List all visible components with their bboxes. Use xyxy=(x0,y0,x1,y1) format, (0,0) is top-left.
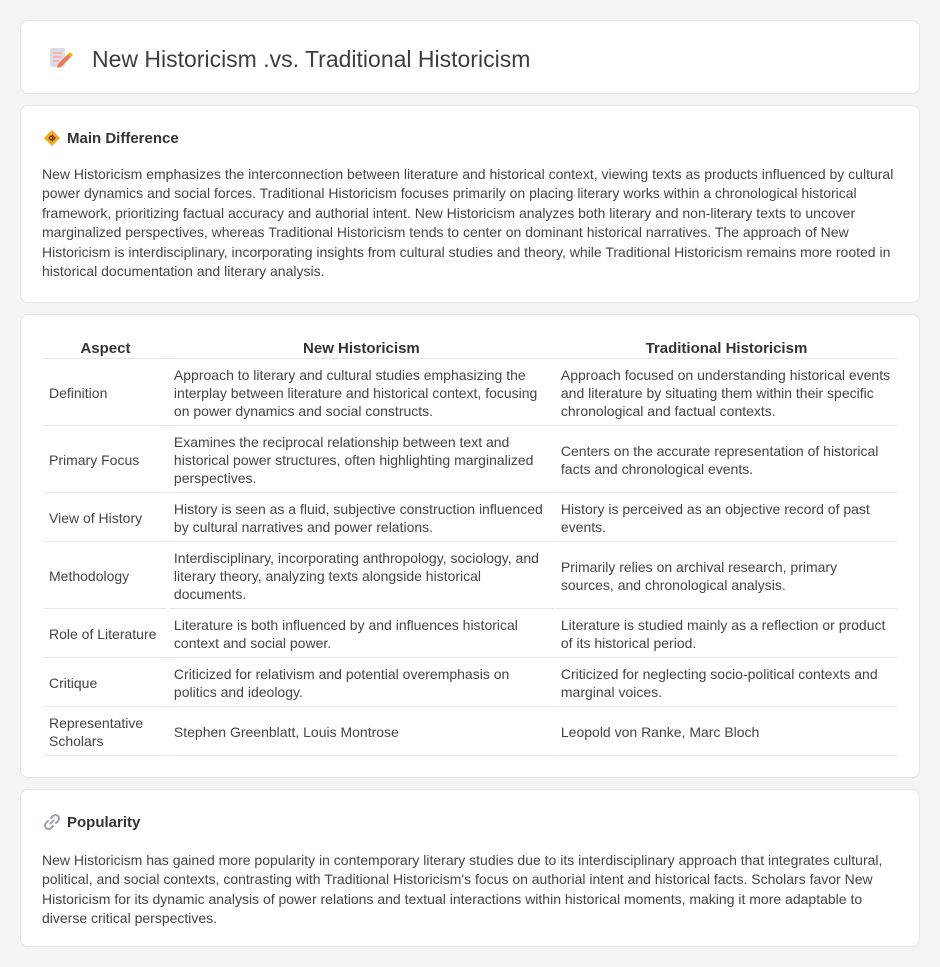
main-difference-card xyxy=(20,105,920,303)
row-new: Examines the reciprocal relationship between text and historical power structures, often highlighting marginalized perspectives. xyxy=(169,428,554,493)
table-row xyxy=(44,660,897,707)
row-new: Criticized for relativism and potential overemphasis on politics and ideology. xyxy=(169,660,554,707)
header-card xyxy=(20,20,920,94)
row-traditional: Literature is studied mainly as a reflection or product of its historical period. xyxy=(556,611,897,658)
row-traditional: Centers on the accurate representation of historical facts and chronological events. xyxy=(556,428,897,493)
row-aspect: Representative Scholars xyxy=(44,709,167,756)
table-row xyxy=(44,428,897,493)
row-new: Interdisciplinary, incorporating anthropology, sociology, and literary theory, analyzing texts alongside historical documents. xyxy=(169,544,554,609)
row-aspect: Primary Focus xyxy=(44,428,167,493)
popularity-text: New Historicism has gained more popularity in contemporary literary studies due to its interdisciplinary approach that integrates cultural, political, and social contexts, contrasting with Traditional Historicism's focus on authorial intent and historical facts. Scholars favor New Historicism for its dynamic analysis of power relations and textual interactions within historical moments, making it more adaptable to diverse critical perspectives. xyxy=(42,852,883,927)
row-traditional: Approach focused on understanding historical events and literature by situating them within their specific chronological and factual contexts. xyxy=(556,361,897,426)
header-traditional-historicism: Traditional Historicism xyxy=(556,339,897,359)
row-aspect: Critique xyxy=(44,660,167,707)
table-row xyxy=(44,495,897,542)
main-difference-heading xyxy=(43,128,179,148)
main-difference-text: New Historicism emphasizes the interconnection between literature and historical context, viewing texts as products influenced by cultural power dynamics and social forces. Traditional Historicism focuses primarily on placing literary works within a chronological historical framework, prioritizing factual accuracy and authorial intent. New Historicism analyzes both literary and non-literary texts to uncover marginalized perspectives, whereas Traditional Historicism tends to center on dominant historical narratives. The approach of New Historicism is interdisciplinary, incorporating insights from cultural studies and theory, while Traditional Historicism remains more rooted in historical documentation and literary analysis. xyxy=(42,166,894,280)
row-aspect: View of History xyxy=(44,495,167,542)
link-icon xyxy=(43,813,61,831)
comparison-card xyxy=(20,314,920,778)
table-header-row xyxy=(44,339,897,359)
main-difference-title: Main Difference xyxy=(67,129,179,147)
popularity-heading xyxy=(43,812,140,832)
header-aspect: Aspect xyxy=(44,339,167,359)
row-traditional: History is perceived as an objective record of past events. xyxy=(556,495,897,542)
row-traditional: Leopold von Ranke, Marc Bloch xyxy=(556,709,897,756)
row-new: History is seen as a fluid, subjective construction influenced by cultural narratives and power relations. xyxy=(169,495,554,542)
popularity-title: Popularity xyxy=(67,813,141,831)
row-new: Approach to literary and cultural studies emphasizing the interplay between literature and historical context, focusing on power dynamics and social constructs. xyxy=(169,361,554,426)
row-new: Stephen Greenblatt, Louis Montrose xyxy=(169,709,554,756)
table-row xyxy=(44,709,897,756)
table-row xyxy=(44,611,897,658)
table-row xyxy=(44,544,897,609)
page-title: New Historicism .vs. Traditional Historicism xyxy=(92,46,531,72)
row-new: Literature is both influenced by and influences historical context and social power. xyxy=(169,611,554,658)
row-traditional: Primarily relies on archival research, primary sources, and chronological analysis. xyxy=(556,544,897,609)
popularity-card xyxy=(20,789,920,947)
row-aspect: Role of Literature xyxy=(44,611,167,658)
table-row xyxy=(44,361,897,426)
row-aspect: Definition xyxy=(44,361,167,426)
document-pencil-icon xyxy=(47,45,73,71)
row-aspect: Methodology xyxy=(44,544,167,609)
row-traditional: Criticized for neglecting socio-political contexts and marginal voices. xyxy=(556,660,897,707)
comparison-table xyxy=(42,337,899,758)
header-new-historicism: New Historicism xyxy=(169,339,554,359)
diamond-sign-icon xyxy=(43,129,61,147)
